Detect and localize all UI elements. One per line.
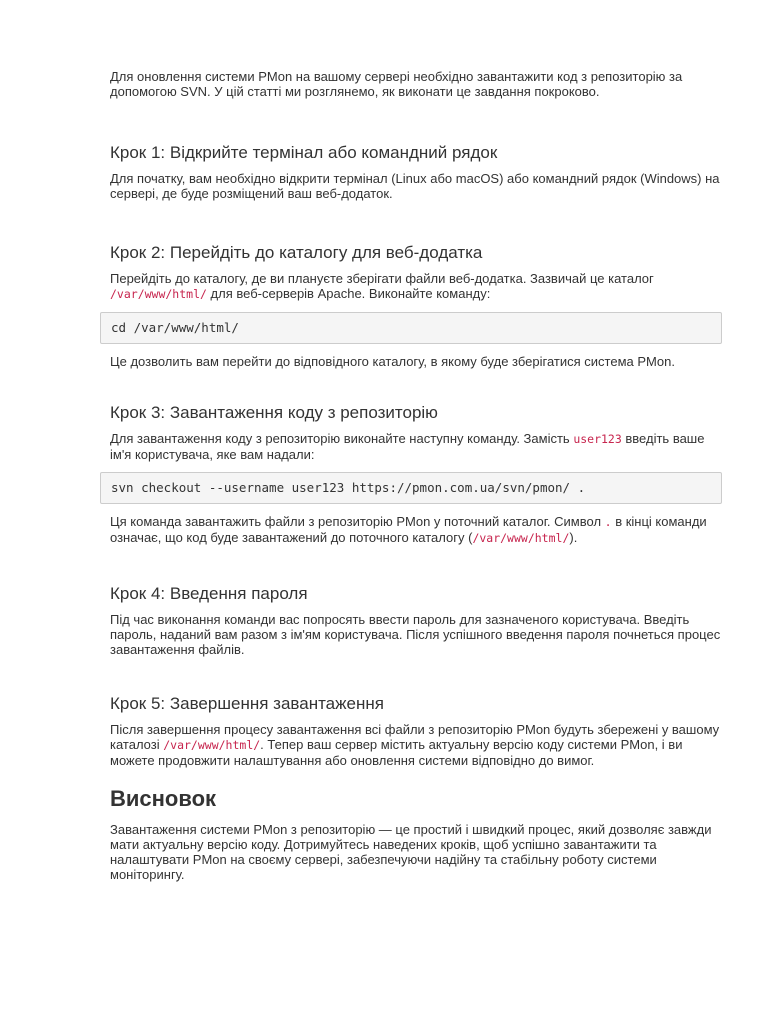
step2-paragraph bbox=[110, 271, 722, 302]
step3-text-before: Для завантаження коду з репозиторію виконайте наступну команду. Замість bbox=[110, 431, 574, 446]
step3-after-paragraph bbox=[110, 514, 722, 546]
step2-inline-code: /var/www/html/ bbox=[110, 287, 207, 301]
step3-path-code: /var/www/html/ bbox=[472, 531, 570, 545]
step2-code-block[interactable]: cd /var/www/html/ bbox=[100, 312, 722, 344]
step3-code-block[interactable]: svn checkout --username user123 https://pmon.com.ua/svn/pmon/ . bbox=[100, 472, 722, 504]
step3-dot-code: . bbox=[604, 515, 612, 529]
step3-paragraph bbox=[110, 431, 722, 462]
step3-inline-code: user123 bbox=[573, 432, 622, 446]
step5-text-after: . Тепер ваш сервер містить актуальну версію коду системи PMon, і ви можете продовжити налаштування або оновлення системи відповідно до вимог. bbox=[110, 737, 683, 768]
article bbox=[110, 68, 722, 882]
step3-heading: Крок 3: Завантаження коду з репозиторію bbox=[110, 403, 438, 422]
step2-text-before: Перейдіть до каталогу, де ви плануєте зберігати файли веб-додатка. Зазвичай це каталог bbox=[110, 271, 654, 286]
step2-heading: Крок 2: Перейдіть до каталогу для веб-додатка bbox=[110, 243, 483, 262]
conclusion-paragraph: Завантаження системи PMon з репозиторію — це простий і швидкий процес, який дозволяє завжди мати актуальну версію коду. Дотримуйтесь наведених кроків, щоб успішно завантажити та налаштувати PMon на своєму сервері, забезпечуючи надійну та стабільну роботу системи моніторингу. bbox=[110, 822, 712, 882]
step3-text-after: введіть ваше ім'я користувача, яке вам надали: bbox=[110, 431, 705, 462]
step5-paragraph bbox=[110, 722, 722, 768]
step2-after-paragraph: Це дозволить вам перейти до відповідного каталогу, в якому буде зберігатися система PMon. bbox=[110, 354, 675, 369]
step1-heading: Крок 1: Відкрийте термінал або командний рядок bbox=[110, 143, 498, 162]
intro-paragraph: Для оновлення системи PMon на вашому сервері необхідно завантажити код з репозиторію за допомогою SVN. У цій статті ми розглянемо, як виконати це завдання покроково. bbox=[110, 69, 683, 99]
step3-after-mid: в кінці команди означає, що код буде завантажений до поточного каталогу ( bbox=[110, 514, 707, 545]
step2-text-after: для веб-серверів Apache. Виконайте команду: bbox=[206, 286, 491, 301]
step5-inline-code: /var/www/html/ bbox=[163, 738, 261, 752]
step4-paragraph: Під час виконання команди вас попросять ввести пароль для зазначеного користувача. Введіть пароль, наданий вам разом з ім'ям користувача. Після успішного введення пароля почнеться процес завантаження файлів. bbox=[110, 612, 721, 657]
step3-after-end: ). bbox=[569, 530, 578, 545]
step1-paragraph: Для початку, вам необхідно відкрити термінал (Linux або macOS) або командний рядок (Windows) на сервері, де буде розміщений ваш веб-додаток. bbox=[110, 171, 720, 201]
step3-after-before: Ця команда завантажить файли з репозиторію PMon у поточний каталог. Символ bbox=[110, 514, 605, 529]
step4-heading: Крок 4: Введення пароля bbox=[110, 584, 308, 603]
step5-text-before: Після завершення процесу завантаження всі файли з репозиторію PMon будуть збережені у вашому каталозі bbox=[110, 722, 720, 752]
conclusion-heading: Висновок bbox=[110, 786, 217, 811]
step5-heading: Крок 5: Завершення завантаження bbox=[110, 694, 384, 713]
